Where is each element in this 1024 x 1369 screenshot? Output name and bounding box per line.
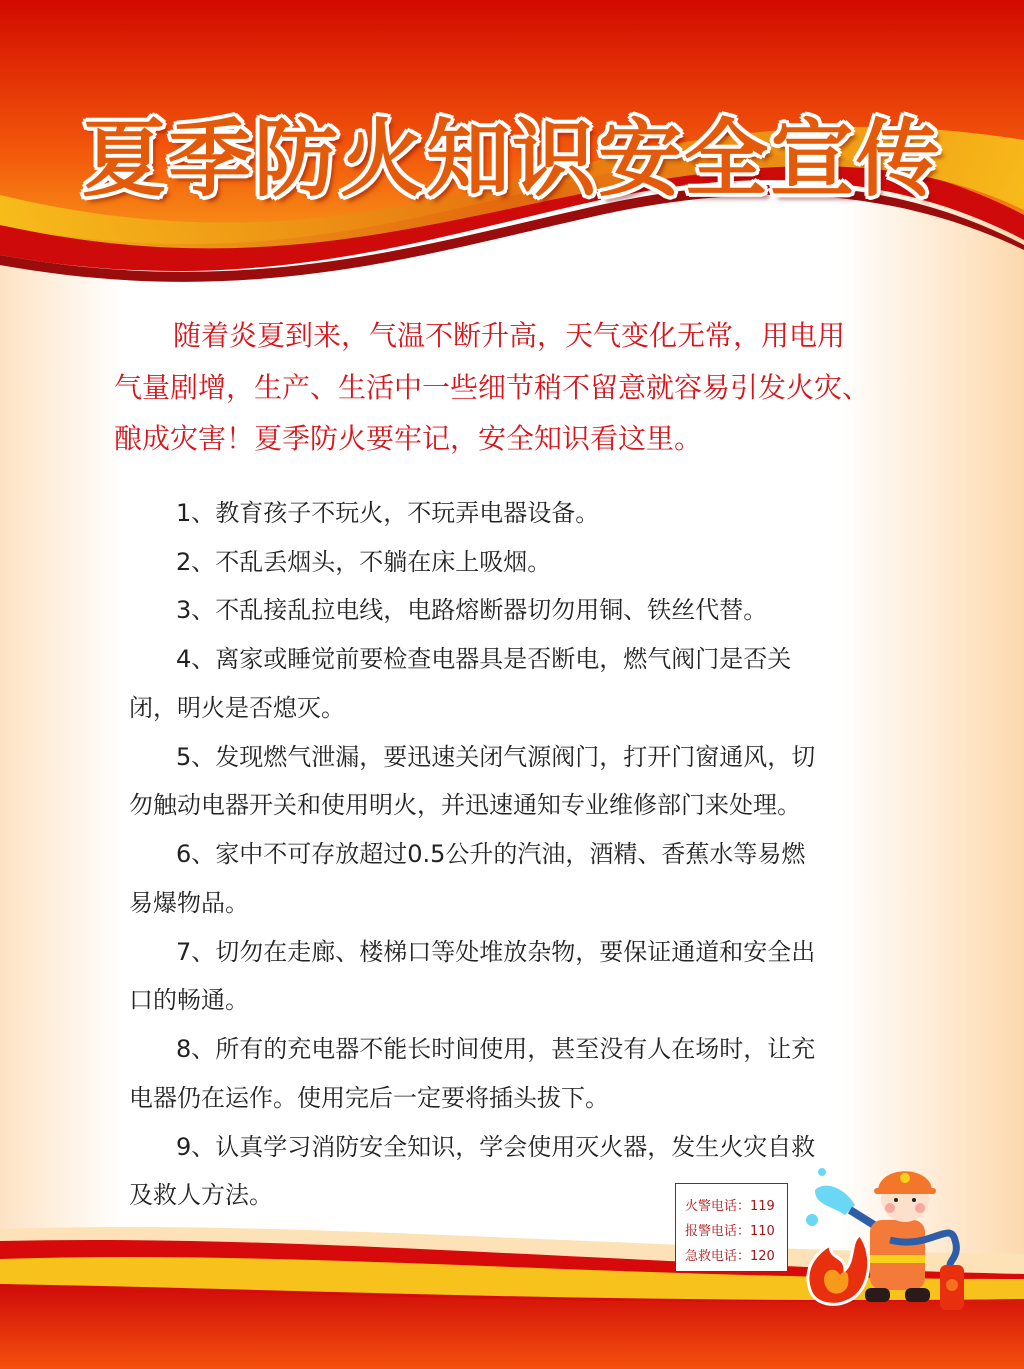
- tip-8-cont: 电器仍在运作。使用完后一定要将插头拔下。: [129, 1084, 609, 1112]
- tip-3: 3、不乱接乱拉电线，电路熔断器切勿用铜、铁丝代替。: [176, 596, 768, 624]
- emergency-phone-box: [675, 1183, 788, 1272]
- tip-4-cont: 闭，明火是否熄灭。: [129, 694, 345, 722]
- police-phone: 报警电话：110: [685, 1224, 775, 1239]
- tip-6-cont: 易爆物品。: [129, 889, 249, 917]
- intro-line: 随着炎夏到来，气温不断升高，天气变化无常，用电用: [173, 319, 846, 352]
- tip-9: 9、认真学习消防安全知识，学会使用灭火器，发生火灾自救: [176, 1133, 816, 1161]
- intro-line: 气量剧增，生产、生活中一些细节稍不留意就容易引发火灾、: [114, 371, 871, 404]
- tip-7-cont: 口的畅通。: [129, 986, 249, 1014]
- tip-4: 4、离家或睡觉前要检查电器具是否断电，燃气阀门是否关: [176, 645, 792, 673]
- poster-title: 夏季防火知识安全宣传: [81, 110, 942, 208]
- firefighter-mascot-illustration: [800, 1160, 980, 1320]
- tip-7: 7、切勿在走廊、楼梯口等处堆放杂物，要保证通道和安全出: [176, 938, 816, 966]
- tip-5: 5、发现燃气泄漏，要迅速关闭气源阀门，打开门窗通风，切: [176, 743, 816, 771]
- tip-1: 1、教育孩子不玩火，不玩弄电器设备。: [176, 499, 600, 527]
- intro-line: 酿成灾害！夏季防火要牢记，安全知识看这里。: [114, 422, 703, 455]
- fire-phone: 火警电话：119: [685, 1199, 775, 1214]
- tip-2: 2、不乱丢烟头，不躺在床上吸烟。: [176, 548, 552, 576]
- tip-8: 8、所有的充电器不能长时间使用，甚至没有人在场时，让充: [176, 1035, 816, 1063]
- ambulance-phone: 急救电话：120: [685, 1249, 775, 1264]
- tip-5-cont: 勿触动电器开关和使用明火，并迅速通知专业维修部门来处理。: [129, 791, 801, 819]
- tip-9-cont: 及救人方法。: [129, 1181, 273, 1209]
- tip-6: 6、家中不可存放超过0.5公升的汽油，酒精、香蕉水等易燃: [176, 840, 806, 868]
